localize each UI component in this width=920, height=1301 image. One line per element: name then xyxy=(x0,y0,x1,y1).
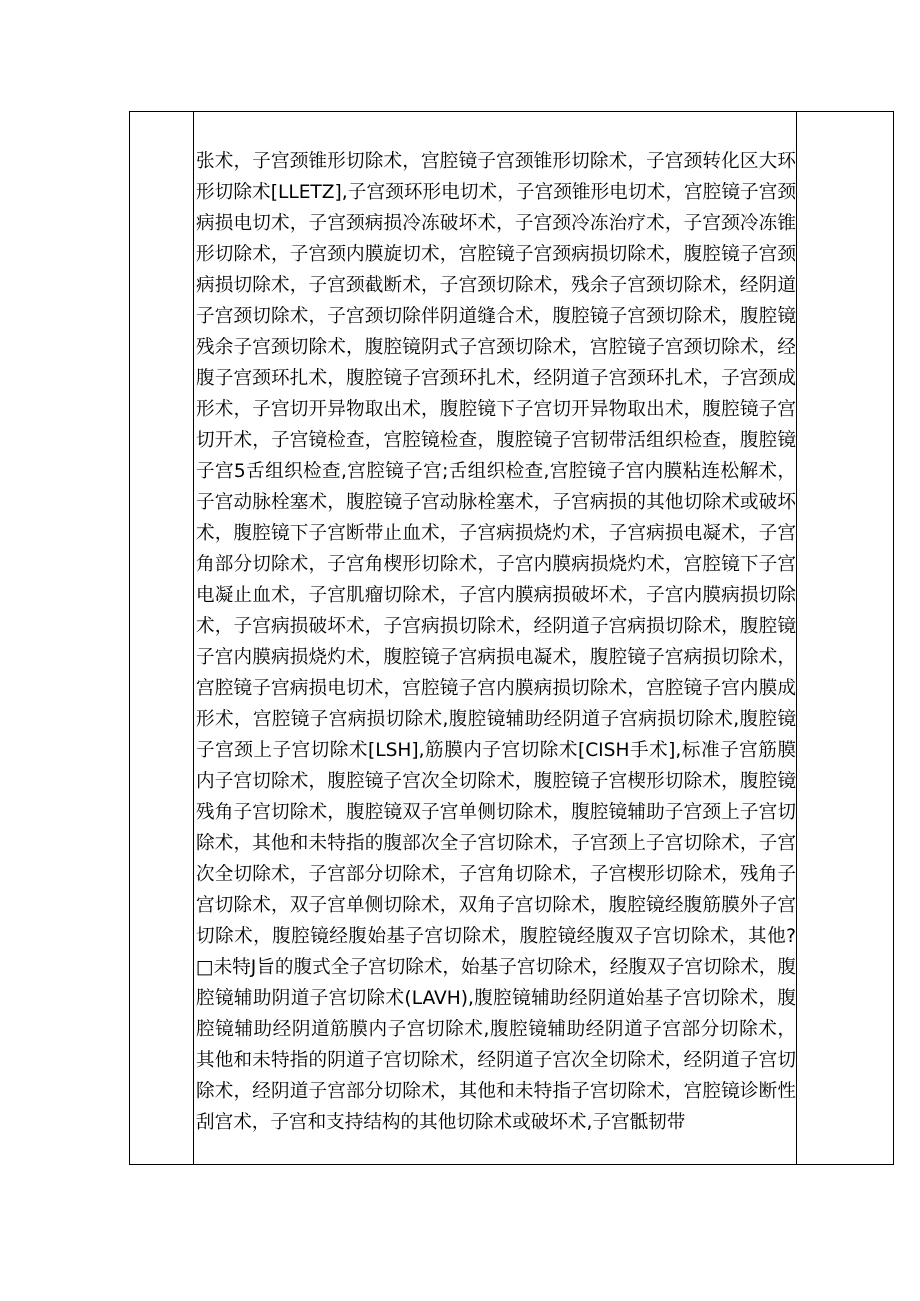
procedure-list-text: 张术，子宫颈锥形切除术，宫腔镜子宫颈锥形切除术，子宫颈转化区大环形切除术[LLETZ],子宫颈环形电切术，子宫颈锥形电切术，宫腔镜子宫颈病损电切术，子宫颈病损冷冻破坏术，子宫颈冷冻治疗术，子宫颈冷冻锥形切除术，子宫颈内膜旋切术，宫腔镜子宫颈病损切除术，腹腔镜子宫颈病损切除术，子宫颈截断术，子宫颈切除术，残余子宫颈切除术，经阴道子宫颈切除术，子宫颈切除伴阴道缝合术，腹腔镜子宫颈切除术，腹腔镜残余子宫颈切除术，腹腔镜阴式子宫颈切除术，宫腔镜子宫颈切除术，经腹子宫颈环扎术，腹腔镜子宫颈环扎术，经阴道子宫颈环扎术，子宫颈成形术，子宫切开异物取出术，腹腔镜下子宫切开异物取出术，腹腔镜子宫切开术，子宫镜检查，宫腔镜检查，腹腔镜子宫韧带活组织检查，腹腔镜子宫5舌组织检查,宫腔镜子宫;舌组织检查,宫腔镜子宫内膜粘连松解术，子宫动脉栓塞术，腹腔镜子宫动脉栓塞术，子宫病损的其他切除术或破坏术，腹腔镜下子宫断带止血术，子宫病损烧灼术，子宫病损电凝术，子宫角部分切除术，子宫角楔形切除术，子宫内膜病损烧灼术，宫腔镜下子宫电凝止血术，子宫肌瘤切除术，子宫内膜病损破坏术，子宫内膜病损切除术，子宫病损破坏术，子宫病损切除术，经阴道子宫病损切除术，腹腔镜子宫内膜病损烧灼术，腹腔镜子宫病损电凝术，腹腔镜子宫病损切除术，宫腔镜子宫病损电切术，宫腔镜子宫内膜病损切除术，宫腔镜子宫内膜成形术，宫腔镜子宫病损切除术,腹腔镜辅助经阴道子宫病损切除术,腹腔镜子宫颈上子宫切除术[LSH],筋膜内子宫切除术[CISH手术],标准子宫筋膜内子宫切除术，腹腔镜子宫次全切除术，腹腔镜子宫楔形切除术，腹腔镜残角子宫切除术，腹腔镜双子宫单侧切除术，腹腔镜辅助子宫颈上子宫切除术，其他和未特指的腹部次全子宫切除术，子宫颈上子宫切除术，子宫次全切除术，子宫部分切除术，子宫角切除术，子宫楔形切除术，残角子宫切除术，双子宫单侧切除术，双角子宫切除术，腹腔镜经腹筋膜外子宫切除术，腹腔镜经腹始基子宫切除术，腹腔镜经腹双子宫切除术，其他?□未特J旨的腹式全子宫切除术，始基子宫切除术，经腹双子宫切除术，腹腔镜辅助阴道子宫切除术(LAVH),腹腔镜辅助经阴道始基子宫切除术，腹腔镜辅助经阴道筋膜内子宫切除术,腹腔镜辅助经阴道子宫部分切除术，其他和未特指的阴道子宫切除术，经阴道子宫次全切除术，经阴道子宫切除术，经阴道子宫部分切除术，其他和未特指子宫切除术，宫腔镜诊断性刮宫术，子宫和支持结构的其他切除术或破坏术,子宫骶韧带 xyxy=(196,151,796,1133)
table-cell-procedures xyxy=(194,112,797,1164)
table-cell-right xyxy=(797,112,893,1164)
procedure-table xyxy=(129,111,894,1165)
table-cell-left xyxy=(130,112,194,1164)
